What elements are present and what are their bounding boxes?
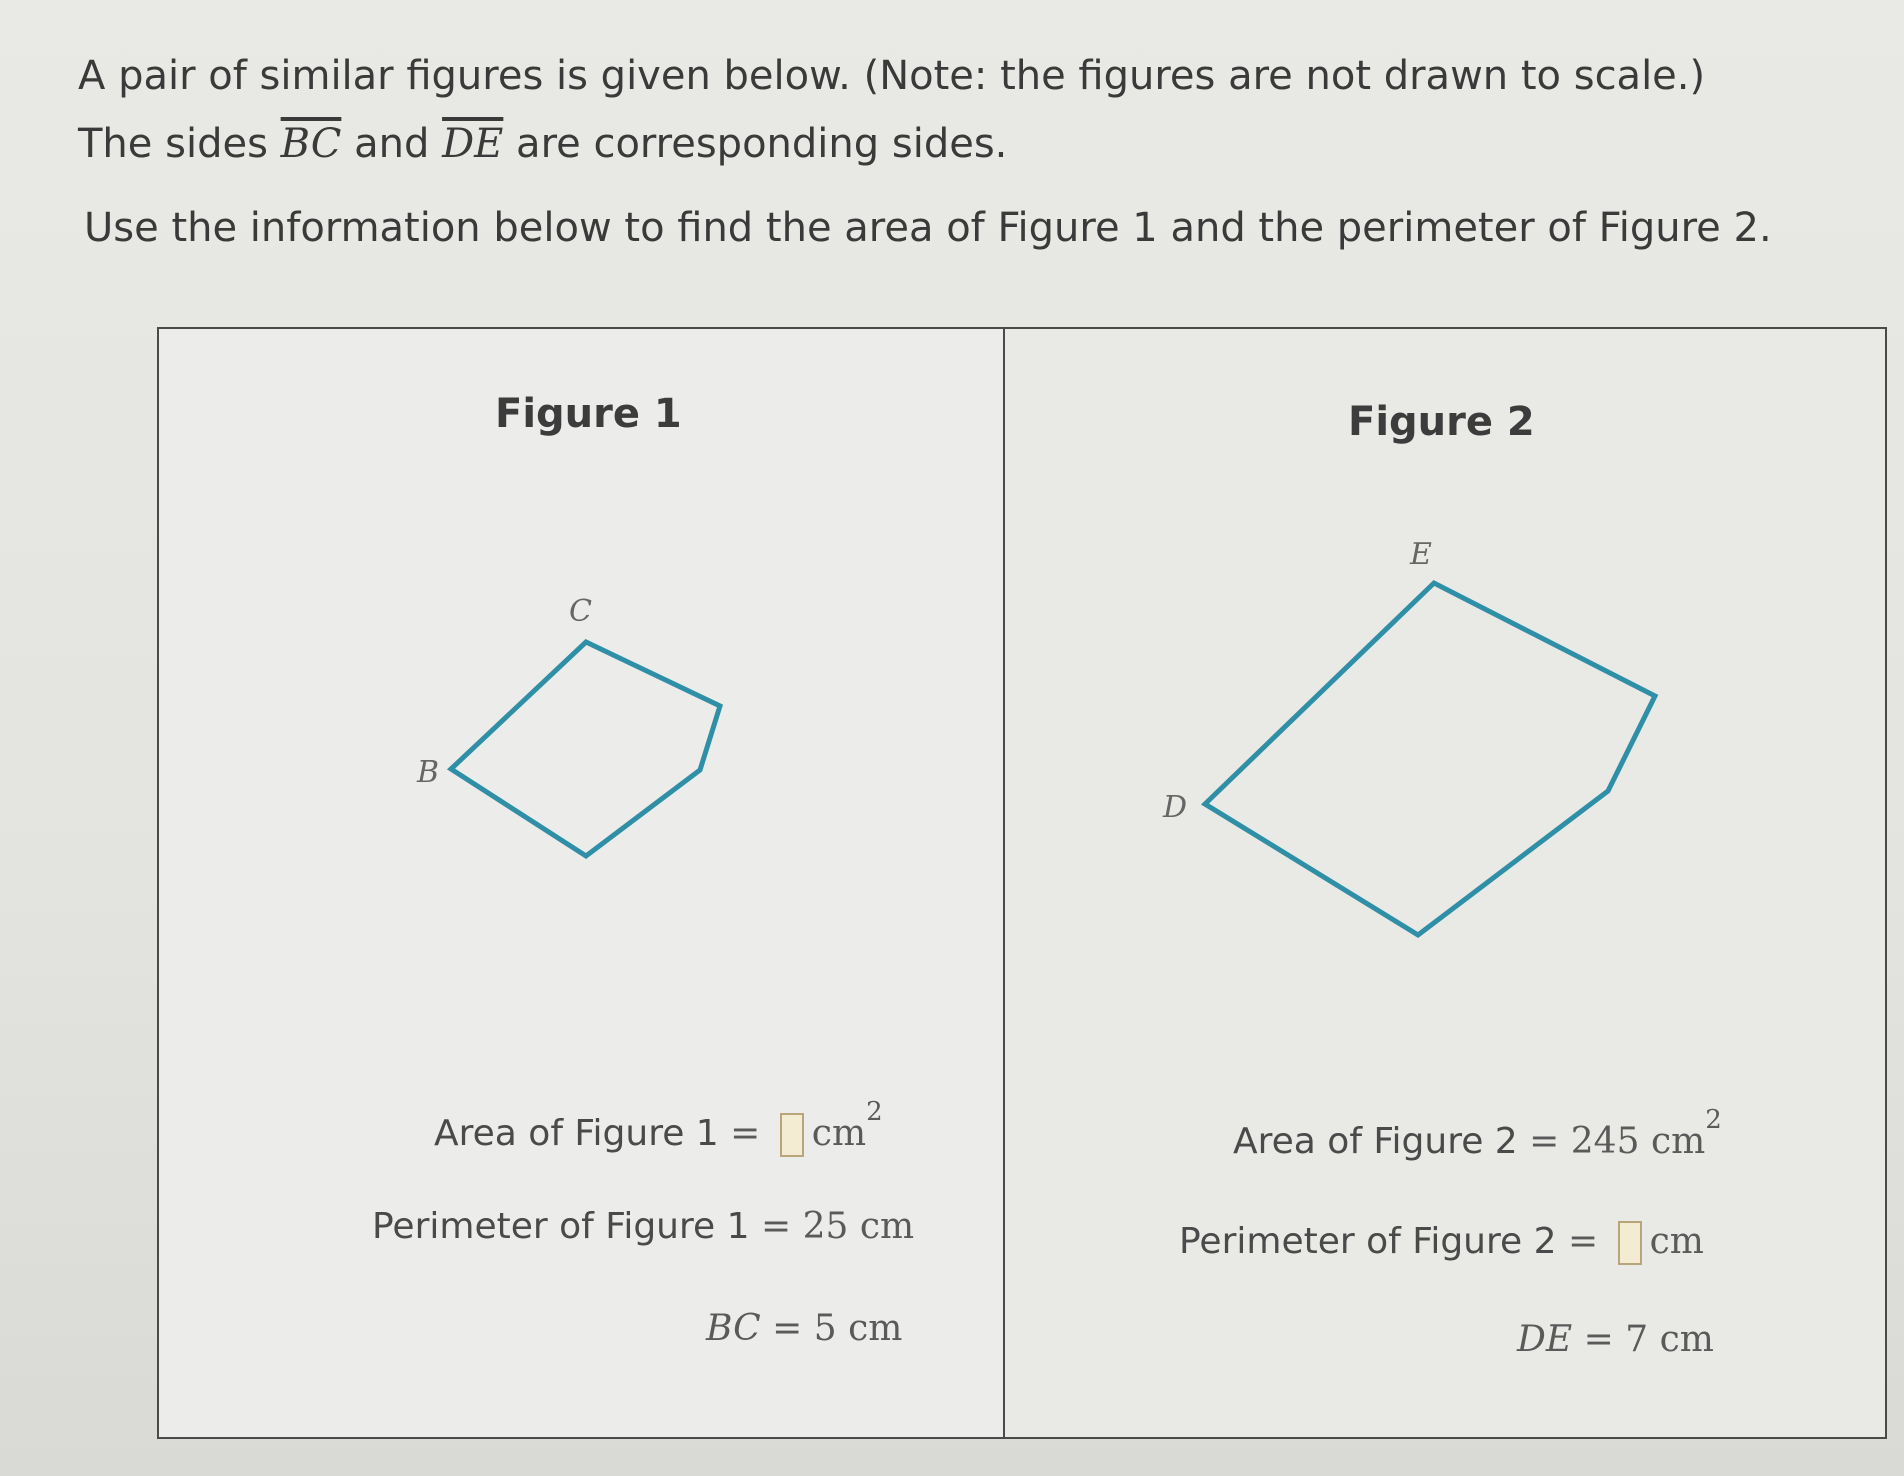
vertex-b-label: B <box>417 755 440 790</box>
perimeter-figure-2-row: Perimeter of Figure 2 = cm <box>1179 1221 1704 1265</box>
bc-length-row: BC = 5 cm <box>706 1308 903 1349</box>
instruction-line-1: A pair of similar figures is given below. (Note: the figures are not drawn to scale.) <box>78 53 1706 99</box>
perimeter-figure-2-answer-input[interactable] <box>1618 1221 1642 1265</box>
area-figure-1-row: Area of Figure $1 = cm^2$ <box>434 1109 883 1157</box>
side-de-symbol: $\overline{DE}$ <box>442 121 504 167</box>
vertex-d-label: D <box>1163 790 1188 825</box>
vertex-c-label: C <box>569 594 592 629</box>
figure-2-shape <box>1005 329 1885 1437</box>
figure-2-panel <box>1003 327 1887 1439</box>
vertex-e-label: E <box>1410 537 1432 572</box>
figure-1-polygon <box>451 642 720 856</box>
de-length-row: DE = 7 cm <box>1517 1319 1714 1360</box>
area-figure-1-answer-input[interactable] <box>780 1113 804 1157</box>
area-figure-2-row: Area of Figure 2 = 245 $cm^2$ <box>1233 1105 1722 1162</box>
perimeter-figure-1-row: Perimeter of Figure 1 = 25 cm <box>372 1206 915 1247</box>
figure-1-panel <box>157 327 1005 1439</box>
figure-2-title: Figure 2 <box>1348 399 1535 445</box>
figure-1-shape <box>159 329 1003 1437</box>
side-bc-symbol: $\overline{BC}$ <box>280 121 342 167</box>
instruction-line-3: Use the information below to find the area of Figure 1 and the perimeter of Figure 2. <box>84 205 1772 251</box>
problem-statement <box>78 42 1705 178</box>
figure-1-title: Figure 1 <box>495 391 682 437</box>
instruction-line-2: The sides $\overline{BC}$ and $\overline{DE}$ are corresponding sides. <box>78 121 1008 167</box>
figure-2-polygon <box>1205 583 1655 935</box>
